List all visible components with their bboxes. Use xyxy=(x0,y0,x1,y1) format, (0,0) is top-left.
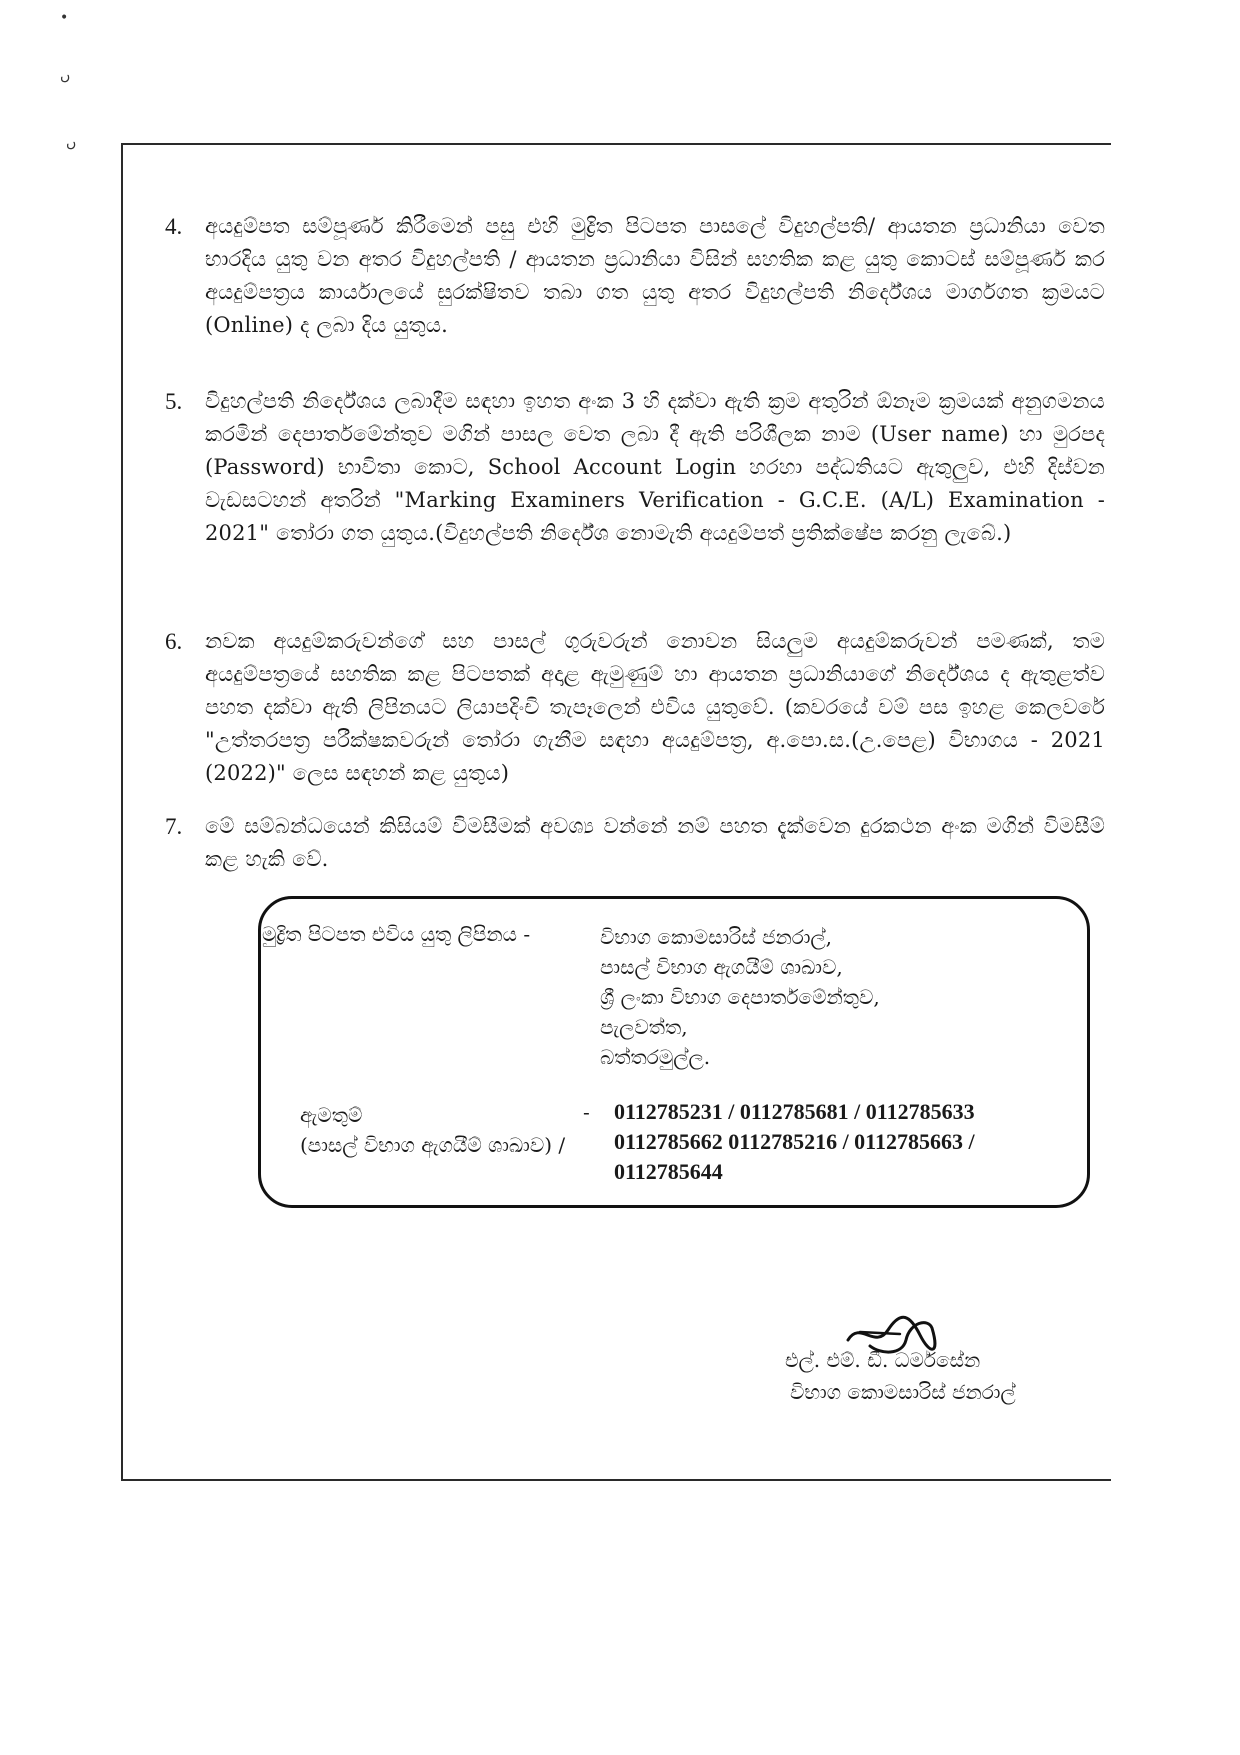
list-item-4 xyxy=(165,210,1105,342)
telephone-label-line: ඇමතුම් xyxy=(300,1103,363,1127)
scan-speck: ں xyxy=(66,135,77,151)
telephone-dash: - xyxy=(583,1100,590,1124)
telephone-numbers xyxy=(614,1097,975,1187)
telephone-label xyxy=(300,1100,565,1160)
item-number: 5. xyxy=(165,389,183,414)
scan-speck: ں xyxy=(60,68,71,84)
item-text: මේ සම්බන්ධයෙන් කිසියම් විමසීමක් අවශ්‍ය වන්නේ නම් පහත දැක්වෙන දුරකථන අංක මගින් විමසීම් කළ හැකි වේ. xyxy=(205,814,1105,871)
item-number: 7. xyxy=(165,814,183,839)
address-line: පැලවත්ත, xyxy=(600,1015,688,1039)
signatory-title: විභාග කොමසාරිස් ජනරාල් xyxy=(790,1380,1016,1404)
address-line: විභාග කොමසාරිස් ජනරාල්, xyxy=(600,925,833,949)
address-label: මුද්‍රිත පිටපත එවිය යුතු ලිපිනය - xyxy=(262,922,531,946)
list-item-6 xyxy=(165,625,1105,790)
telephone-number-line: 0112785231 / 0112785681 / 0112785633 xyxy=(614,1099,975,1124)
item-text: විදුහල්පති නිර්දේශය ලබාදීම සඳහා ඉහත අංක 3 හි දක්වා ඇති ක්‍රම අතුරින් ඕනෑම ක්‍රමයක් අනුගමනය කරමින් දෙපාර්තමේන්තුව මගින් පාසල වෙත ලබා දී ඇති පරිශීලක නාම (User name) හා මුරපද (Password) භාවිතා කොට, School Account Login හරහා පද්ධතියට ඇතුලුව, එහි දිස්වන වැඩසටහන් අතරින් "Marking Examiners Verification - G.C.E. (A/L) Examination - 2021" තෝරා ගත යුතුය.(විදුහල්පති නිර්දේශ නොමැති අයදුම්පත් ප්‍රතික්ෂේප කරනු ලැබේ.) xyxy=(205,389,1105,545)
item-text: අයදුම්පත සම්පූර්ණ කිරීමෙන් පසු එහි මුද්‍රිත පිටපත පාසලේ විදුහල්පති/ ආයතන ප්‍රධානියා වෙත භාරදිය යුතු වන අතර විදුහල්පති / ආයතන ප්‍රධානියා විසින් සහතික කළ යුතු කොටස් සම්පූර්ණ කර අයදුම්පත්‍රය කාර්යාලයේ සුරක්ෂිතව තබා ගත යුතු අතර විදුහල්පති නිර්දේශය මාර්ගගත ක්‍රමයට (Online) ද ලබා දිය යුතුය. xyxy=(205,214,1105,337)
item-number: 4. xyxy=(165,214,183,239)
item-text: නවක අයදුම්කරුවන්ගේ සහ පාසල් ගුරුවරුන් නොවන සියලුම අයදුම්කරුවන් පමණක්, තම අයදුම්පත්‍රයේ සහතික කළ පිටපතක් අදාළ ඇමුණුම් හා ආයතන ප්‍රධානියාගේ නිර්දේශය ද ඇතුළත්ව පහත දක්වා ඇති ලිපිනයට ලියාපදිංචි තැපෑලෙන් එවිය යුතුවේ. (කවරයේ වම් පස ඉහළ කෙලවරේ "උත්තරපත්‍ර පරීක්ෂකවරුන් තෝරා ගැනීම සඳහා අයදුම්පත්‍ර, අ.පො.ස.(උ.පෙළ) විභාගය - 2021 (2022)" ලෙස සඳහන් කළ යුතුය) xyxy=(205,629,1105,785)
scan-speck: • xyxy=(60,10,69,26)
telephone-label-line: (පාසල් විභාග ඇගයීම් ශාඛාව) / xyxy=(300,1133,566,1157)
telephone-number-line: 0112785662 0112785216 / 0112785663 / xyxy=(614,1129,975,1154)
address-line: ශ්‍රී ලංකා විභාග දෙපාර්තමේන්තුව, xyxy=(600,985,880,1009)
signatory-name: එල්. එම්. ඩී. ධර්මසේන xyxy=(785,1348,981,1372)
list-item-5 xyxy=(165,385,1105,550)
address-line: පාසල් විභාග ඇගයීම් ශාඛාව, xyxy=(600,955,843,979)
item-number: 6. xyxy=(165,629,183,654)
telephone-number-line: 0112785644 xyxy=(614,1159,723,1184)
address-lines xyxy=(600,922,880,1072)
list-item-7 xyxy=(165,810,1105,876)
address-line: බත්තරමුල්ල. xyxy=(600,1045,711,1069)
